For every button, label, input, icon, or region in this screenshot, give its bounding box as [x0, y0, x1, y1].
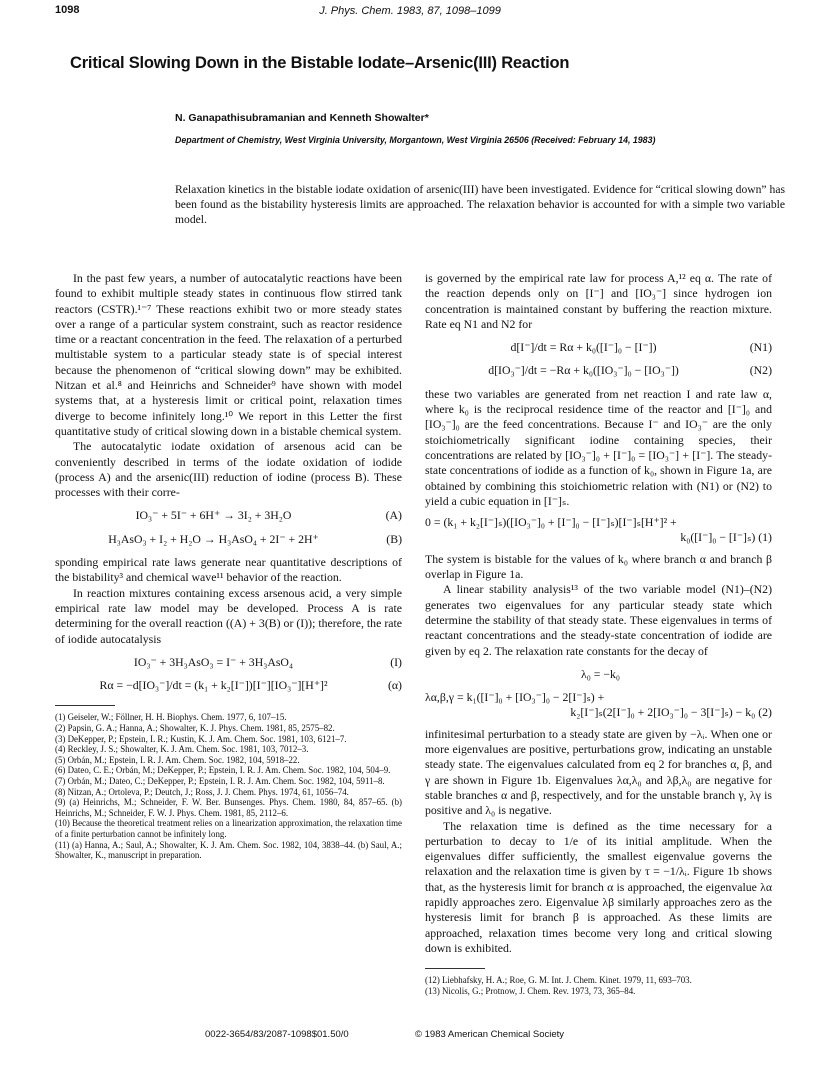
equation-1: [425, 515, 772, 546]
reference-item: (5) Orbán, M.; Epstein, I. R. J. Am. Chem. Soc. 1982, 104, 5918–22.: [55, 754, 300, 765]
equation-N2-body: d[IO₃⁻]/dt = −Rα + k₀([IO₃⁻]₀ − [IO₃⁻]): [488, 363, 679, 378]
equation-1-line-2: k₀([I⁻]₀ − [I⁻]ₛ): [680, 530, 756, 545]
article-authors: N. Ganapathisubramanian and Kenneth Showalter*: [175, 112, 429, 124]
page-number: 1098: [55, 4, 80, 16]
equation-B-body: H₃AsO₃ + I₂ + H₂O → H₃AsO₄ + 2I⁻ + 2H⁺: [108, 531, 319, 546]
right-paragraph-5: infinitesimal perturbation to a steady state are given by −λᵢ. When one or more eigenvalues are positive, perturbations grow, indicating an unstable steady state. The eigenvalues calculated from eq 2 for branches α, β, and γ are shown in Figure 1b. Eigenvalues λα,λ₀ and λβ,λ₀ are negative for stable branches α and β, respectively, and for the unstable branch γ, λγ is positive and λ₀ is negative.: [425, 726, 772, 818]
equation-A-tag: (A): [385, 508, 402, 523]
left-paragraph-2: The autocatalytic iodate oxidation of arsenous acid can be conveniently described in terms of the iodate oxidation of iodide (process A) and the arsenic(III) reduction of iodine (process B). These processes with their corre-: [55, 439, 402, 500]
equation-N1: [425, 340, 772, 355]
footer-copyright: © 1983 American Chemical Society: [415, 1029, 565, 1040]
footer-code: 0022-3654/83/2087-1098$01.50/0: [205, 1029, 349, 1040]
reference-item: (7) Orbán, M.; Dateo, C.; DeKepper, P.; Epstein, I. R. J. Am. Chem. Soc. 1982, 104, 5911–8.: [55, 775, 385, 786]
right-paragraph-4: A linear stability analysis¹³ of the two variable model (N1)–(N2) generates two eigenvalues for any particular steady state which determine the stability of that steady state. These eigenvalues in terms of reactant concentrations and the steady-state concentration of iodide are given by eq 2. The relaxation rate constants for the decay of: [425, 582, 772, 658]
reference-item: (1) Geiseler, W.; Föllner, H. H. Biophys. Chem. 1977, 6, 107–15.: [55, 712, 287, 723]
reference-item: (12) Liebhafsky, H. A.; Roe, G. M. Int. J. Chem. Kinet. 1979, 11, 693–703.: [425, 975, 692, 986]
equation-B-tag: (B): [386, 531, 402, 546]
left-paragraph-4: In reaction mixtures containing excess arsenous acid, a very simple empirical rate law model may be developed. Process A is rate determining for the overall reaction ((A) + 3(B) or (I)); therefore, the rate of iodide autocatalysis: [55, 585, 402, 646]
equation-N2: [425, 363, 772, 378]
reference-item: (11) (a) Hanna, A.; Saul, A.; Showalter, K. J. Am. Chem. Soc. 1982, 104, 3838–44. (b) Saul, A.; Showalter, K., manuscript in preparation.: [55, 839, 402, 861]
equation-alpha: [55, 678, 402, 693]
equation-alpha-body: Rα = −d[IO₃⁻]/dt = (k₁ + k₂[I⁻])[I⁻][IO₃⁻][H⁺]²: [99, 678, 328, 693]
reference-item: (2) Papsin, G. A.; Hanna, A.; Showalter, K. J. Phys. Chem. 1981, 85, 2575–82.: [55, 723, 335, 734]
left-column: [55, 271, 402, 861]
right-paragraph-3: The system is bistable for the values of k₀ where branch α and branch β overlap in Figure 1a.: [425, 551, 772, 582]
right-column: [425, 271, 772, 996]
right-references: [425, 975, 772, 996]
reference-item: (6) Dateo, C. E.; Orbán, M.; DeKepper, P.; Epstein, I. R. J. Am. Chem. Soc. 1982, 104, 504–9.: [55, 765, 391, 776]
left-paragraph-3: sponding empirical rate laws generate near quantitative descriptions of the bistability³ and chemical wave¹¹ behavior of the reaction.: [55, 555, 402, 585]
right-paragraph-1: is governed by the empirical rate law for process A,¹² eq α. The rate of the reaction depends only on [I⁻] and [IO₃⁻] since hydrogen ion concentration is maintained constant by buffering the reaction mixture. Rate eq N1 and N2 for: [425, 271, 772, 331]
equation-2a-body: λ₀ = −k₀: [580, 666, 621, 681]
equation-2a: [425, 667, 772, 682]
article-affiliation: Department of Chemistry, West Virginia University, Morgantown, West Virginia 26506 (Received: February 14, 1983): [175, 135, 656, 145]
references-divider: [425, 968, 485, 969]
reference-item: (9) (a) Heinrichs, M.; Schneider, F. W. Ber. Bunsenges. Phys. Chem. 1980, 84, 857–65. (b) Heinrichs, M.; Schneider, F. W. J. Phys. Chem. 1981, 85, 2112–6.: [55, 797, 402, 818]
equation-A-body: IO₃⁻ + 5I⁻ + 6H⁺ → 3I₂ + 3H₂O: [135, 508, 292, 523]
equation-N1-tag: (N1): [749, 340, 772, 355]
left-references: [55, 712, 402, 860]
equation-1-line-2-wrap: [425, 530, 772, 545]
equation-A: [55, 508, 402, 523]
right-paragraph-2: these two variables are generated from net reaction I and rate law α, where k₀ is the reciprocal residence time of the reactor and [I⁻]₀ and [IO₃⁻]₀ are the feed concentrations. Because I⁻ and IO₃⁻ are the only stoichiometrically significant iodine containing species, their concentrations are related by [IO₃⁻]₀ + [I⁻]₀ = [IO₃⁻] + [I⁻]. The steady-state concentrations of iodide as a function of k₀, shown in Figure 1a, are obtained by combining this stoichiometric relation with (N1) or (N2) to yield a cubic equation in [I⁻]ₛ.: [425, 386, 772, 508]
equation-1-tag: (1): [758, 530, 772, 545]
journal-citation: J. Phys. Chem. 1983, 87, 1098–1099: [319, 5, 501, 17]
equation-2-line-2-wrap: [425, 705, 772, 720]
left-paragraph-1: In the past few years, a number of autocatalytic reactions have been found to exhibit multiple steady states in continuous flow stirred tank reactors (CSTR).¹⁻⁷ These reactions exhibit two or more steady states over a range of a particular system constraint, such as reactor residence time or a reactant concentration in the feed. The relaxation of a perturbed multistable system to a particular steady state is of special interest because the phenomenon of “critical slowing down” may be exhibited. Nitzan et al.⁸ and Heinrichs and Schneider⁹ have shown with model systems that, at a hysteresis limit or critical point, relaxation times diverge to become infinitely long.¹⁰ We report in this Letter the first quantitative study of critical slowing down in a bistable chemical system.: [55, 271, 402, 438]
equation-alpha-tag: (α): [387, 678, 402, 693]
equation-N1-body: d[I⁻]/dt = Rα + k₀([I⁻]₀ − [I⁻]): [510, 340, 657, 355]
equation-2-tag: (2): [758, 705, 772, 720]
reference-item: (4) Reckley, J. S.; Showalter, K. J. Am. Chem. Soc. 1981, 103, 7012–3.: [55, 744, 309, 755]
equation-I-tag: (I): [390, 654, 402, 669]
equation-I: [55, 655, 402, 670]
article-abstract: Relaxation kinetics in the bistable iodate oxidation of arsenic(III) have been investigated. Evidence for “critical slowing down” has been found as the bistability hysteresis limits are approached. The relaxation behavior is accounted for with a simple two variable model.: [175, 183, 785, 226]
equation-1-line-1: 0 = (k₁ + k₂[I⁻]ₛ)([IO₃⁻]₀ + [I⁻]₀ − [I⁻]ₛ)[I⁻]ₛ[H⁺]² +: [425, 515, 677, 530]
equation-I-body: IO₃⁻ + 3H₃AsO₃ = I⁻ + 3H₃AsO₄: [133, 654, 294, 669]
reference-item: (8) Nitzan, A.; Ortoleva, P.; Deutch, J.; Ross, J. J. Chem. Phys. 1974, 61, 1056–74.: [55, 786, 349, 797]
equation-2-line-2: k₂[I⁻]ₛ(2[I⁻]₀ + 2[IO₃⁻]₀ − 3[I⁻]ₛ) − k₀: [570, 705, 756, 720]
equation-2: [425, 690, 772, 721]
equation-2-line-1: λα,β,γ = k₁([I⁻]₀ + [IO₃⁻]₀ − 2[I⁻]ₛ) +: [425, 690, 605, 705]
references-divider: [55, 705, 115, 706]
right-paragraph-6: The relaxation time is defined as the time necessary for a perturbation to decay to 1/e of its initial amplitude. When the eigenvalues differ sufficiently, the smallest eigenvalue governs the relaxation and the relaxation time is given by τ = −1/λᵢ. Figure 1b shows that, as the hysteresis limit for branch α is approached, the eigenvalue λα rapidly approaches zero. Eigenvalue λβ similarly approaches zero as the hysteresis limit for branch β is approached. As these limits are approached, relaxation times become very long and critical slowing down is exhibited.: [425, 818, 772, 955]
reference-item: (10) Because the theoretical treatment relies on a linearization approximation, the relaxation time of a finite perturbation cannot be infinitely long.: [55, 818, 402, 839]
equation-N2-tag: (N2): [749, 363, 772, 378]
reference-item: (13) Nicolis, G.; Protnow, J. Chem. Rev. 1973, 73, 365–84.: [425, 985, 636, 996]
article-title: Critical Slowing Down in the Bistable Iodate–Arsenic(III) Reaction: [70, 54, 570, 72]
equation-B: [55, 532, 402, 547]
reference-item: (3) DeKepper, P.; Epstein, I. R.; Kustin, K. J. Am. Chem. Soc. 1981, 103, 6121–7.: [55, 733, 347, 744]
